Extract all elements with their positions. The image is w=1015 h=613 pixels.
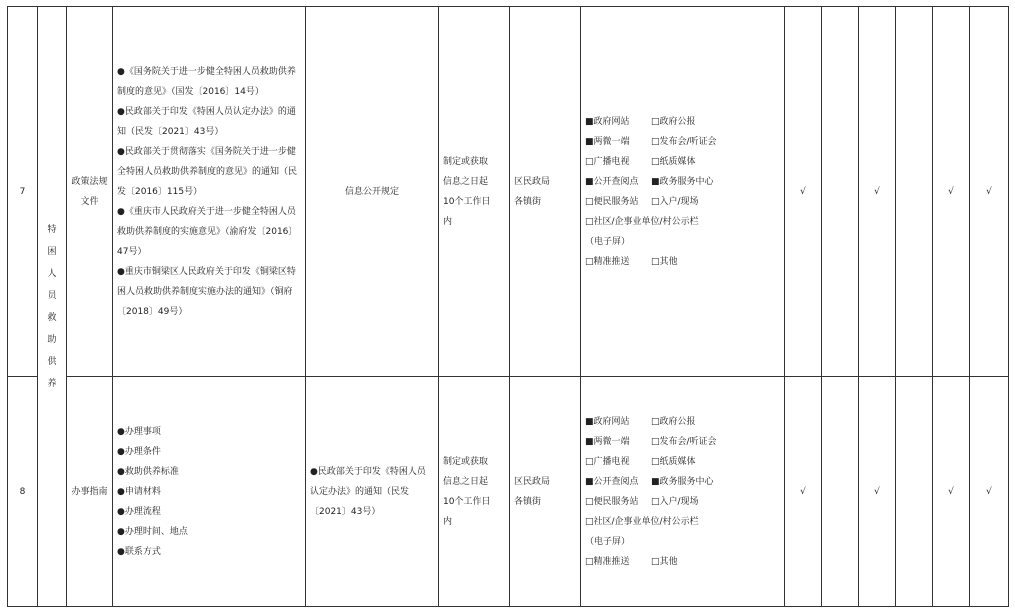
row-index: 8 <box>8 377 38 607</box>
text-line: 10个工作日 <box>443 196 491 207</box>
text-line: 信息之日起 <box>443 176 489 187</box>
channel-option: □广播电视 <box>585 156 630 167</box>
text-line: 区民政局 <box>514 476 551 487</box>
timelimit-text <box>443 452 505 532</box>
channel-option: ■公开查阅点 <box>585 476 639 487</box>
channel-option: ■政务服务中心 <box>651 176 714 187</box>
check-col-6: √ <box>970 377 1009 607</box>
vertical-char: 养 <box>47 378 57 389</box>
vertical-char: 救 <box>47 312 57 323</box>
check-col-5: √ <box>933 7 970 377</box>
check-col-4 <box>896 7 933 377</box>
channel-row <box>585 432 780 452</box>
vertical-char: 供 <box>47 356 57 367</box>
channel-row <box>585 132 780 152</box>
channel-option: ■政务服务中心 <box>651 476 714 487</box>
channels-cell <box>581 7 785 377</box>
channel-option: □广播电视 <box>585 456 630 467</box>
category-vertical-text <box>42 219 62 395</box>
text-line: ●《重庆市人民政府关于进一步健全特困人员救助供养制度的实施意见》（渝府发〔2016〕47号） <box>117 206 298 257</box>
channel-last-row <box>585 552 780 572</box>
text-line: 各镇街 <box>514 196 542 207</box>
channel-other: □其他 <box>651 556 678 567</box>
content-cell <box>306 377 439 607</box>
subject-text <box>514 172 576 212</box>
channel-option: □发布会/听证会 <box>651 136 717 147</box>
vertical-char: 员 <box>47 290 57 301</box>
channel-option: ■政府网站 <box>585 416 630 427</box>
channel-option: ■政府网站 <box>585 116 630 127</box>
timelimit-cell <box>439 377 510 607</box>
basis-list <box>117 422 301 562</box>
text-line: ●《国务院关于进一步健全特困人员救助供养制度的意见》（国发〔2016〕14号） <box>117 66 296 97</box>
channel-option: □纸质媒体 <box>651 456 696 467</box>
channel-row <box>585 492 780 512</box>
text-line: 区民政局 <box>514 176 551 187</box>
content-cell <box>306 7 439 377</box>
row-index: 7 <box>8 7 38 377</box>
basis-cell <box>113 7 306 377</box>
channel-option: □便民服务站 <box>585 496 639 507</box>
content-text: 信息公开规定 <box>344 186 399 197</box>
item-name: 政策法规文件 <box>71 176 108 207</box>
channel-option: □便民服务站 <box>585 196 639 207</box>
channel-community: □社区/企事业单位/村公示栏 <box>585 216 699 227</box>
channel-option: □发布会/听证会 <box>651 436 717 447</box>
channel-row <box>585 112 780 132</box>
channel-community: □社区/企事业单位/村公示栏 <box>585 516 699 527</box>
category-cell <box>38 7 67 607</box>
text-line: ●民政部关于贯彻落实《国务院关于进一步健全特困人员救助供养制度的意见》的通知（民发〔2016〕115号） <box>117 146 298 197</box>
text-line: 内 <box>443 516 453 527</box>
text-line: ●办理条件 <box>117 446 161 457</box>
table-row <box>8 377 1009 607</box>
item-name: 办事指南 <box>71 486 108 497</box>
channel-option: ■两微一端 <box>585 436 630 447</box>
text-line: ●民政部关于印发《特困人员认定办法》的通知（民发〔2021〕43号） <box>117 106 296 137</box>
vertical-char: 困 <box>47 246 57 257</box>
channel-option: □入户/现场 <box>651 496 699 507</box>
text-line: ●申请材料 <box>117 486 161 497</box>
channel-option: ■两微一端 <box>585 136 630 147</box>
text-line: 10个工作日 <box>443 496 491 507</box>
text-line: 信息之日起 <box>443 476 489 487</box>
channel-option: □纸质媒体 <box>651 156 696 167</box>
channel-pairs <box>585 412 780 512</box>
subject-text <box>514 472 576 512</box>
channel-row <box>585 412 780 432</box>
text-line: ●办理时间、地点 <box>117 526 188 537</box>
channel-option: □政府公报 <box>651 416 696 427</box>
basis-cell <box>113 377 306 607</box>
channel-last-row <box>585 252 780 272</box>
channels-cell <box>581 377 785 607</box>
text-line: 制定或获取 <box>443 456 489 467</box>
check-col-4 <box>896 377 933 607</box>
vertical-char: 人 <box>47 268 57 279</box>
timelimit-text <box>443 152 505 232</box>
check-col-1: √ <box>785 7 822 377</box>
check-col-5: √ <box>933 377 970 607</box>
disclosure-table <box>7 6 1009 607</box>
channel-option: □政府公报 <box>651 116 696 127</box>
channel-row <box>585 472 780 492</box>
content-text: ●民政部关于印发《特困人员认定办法》的通知（民发〔2021〕43号） <box>310 466 426 517</box>
check-col-2 <box>822 7 859 377</box>
text-line: 内 <box>443 216 453 227</box>
vertical-char: 助 <box>47 334 57 345</box>
text-line: ●重庆市铜梁区人民政府关于印发《铜梁区特困人员救助供养制度实施办法的通知》（铜府〔2018〕49号） <box>117 266 296 317</box>
basis-list <box>117 62 301 322</box>
channel-row <box>585 172 780 192</box>
channel-row <box>585 152 780 172</box>
channel-option: □入户/现场 <box>651 196 699 207</box>
item-cell <box>67 377 113 607</box>
text-line: ●救助供养标准 <box>117 466 179 477</box>
channel-precise-push: □精准推送 <box>585 556 630 567</box>
check-col-3: √ <box>859 377 896 607</box>
channel-pairs <box>585 112 780 212</box>
timelimit-cell <box>439 7 510 377</box>
text-line: 各镇街 <box>514 496 542 507</box>
vertical-char: 特 <box>47 224 57 235</box>
text-line: ●联系方式 <box>117 546 161 557</box>
channel-other: □其他 <box>651 256 678 267</box>
check-col-3: √ <box>859 7 896 377</box>
check-col-6: √ <box>970 7 1009 377</box>
item-cell <box>67 7 113 377</box>
table-row <box>8 7 1009 377</box>
text-line: ●办理事项 <box>117 426 161 437</box>
channel-screen: （电子屏） <box>585 236 631 247</box>
check-col-2 <box>822 377 859 607</box>
check-col-1: √ <box>785 377 822 607</box>
channel-row <box>585 452 780 472</box>
channel-option: ■公开查阅点 <box>585 176 639 187</box>
subject-cell <box>510 7 581 377</box>
subject-cell <box>510 377 581 607</box>
channel-precise-push: □精准推送 <box>585 256 630 267</box>
channel-screen: （电子屏） <box>585 536 631 547</box>
text-line: 制定或获取 <box>443 156 489 167</box>
channel-row <box>585 192 780 212</box>
text-line: ●办理流程 <box>117 506 161 517</box>
